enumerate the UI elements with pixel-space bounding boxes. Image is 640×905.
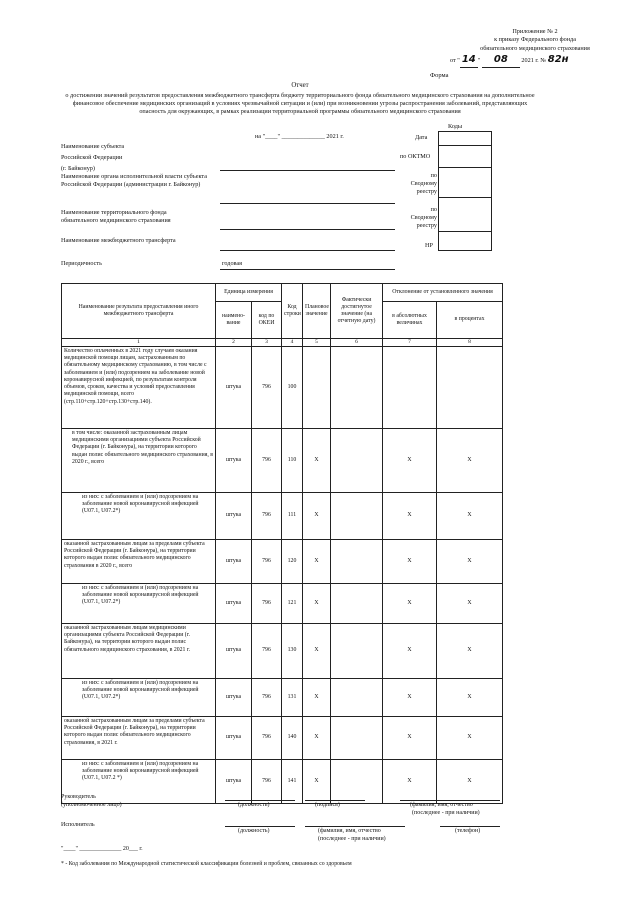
- organ-line[interactable]: [220, 203, 395, 204]
- executor-label: Исполнитель: [61, 822, 95, 828]
- row-plan: X: [303, 540, 331, 584]
- table-row: [62, 347, 503, 429]
- row-fact[interactable]: [331, 584, 383, 624]
- row-plan: X: [303, 624, 331, 679]
- row-plan: X: [303, 679, 331, 717]
- results-table: [61, 283, 503, 804]
- row-code: 131: [282, 679, 303, 717]
- exec-phone-line[interactable]: [440, 826, 500, 827]
- row-fact[interactable]: [331, 760, 383, 804]
- row-deviation-abs: X: [383, 493, 437, 540]
- header-unit-name: наимено-вание: [216, 302, 252, 339]
- fund-name-label: Наименование территориального фонда обязательного медицинского страхования: [61, 209, 171, 224]
- col-num: 5: [303, 339, 331, 347]
- code-date-cell[interactable]: [439, 132, 491, 146]
- appendix-number: 82н: [547, 54, 569, 66]
- appendix-day: 14: [460, 53, 478, 68]
- row-okei: 796: [252, 679, 282, 717]
- row-deviation-pct: X: [437, 624, 503, 679]
- row-unit: штука: [216, 584, 252, 624]
- row-unit: штука: [216, 717, 252, 760]
- periodicity-line: [220, 269, 395, 270]
- col-num: 1: [62, 339, 216, 347]
- col-num: 7: [383, 339, 437, 347]
- report-title: [60, 82, 540, 116]
- row-deviation-abs: X: [383, 429, 437, 493]
- row-unit: штука: [216, 679, 252, 717]
- subject-value-1: Российской Федерации: [61, 154, 123, 161]
- appendix-date: от " 14 " 08 2021 г. № 82н: [440, 53, 630, 68]
- exec-phone-caption: (телефон): [455, 828, 481, 834]
- report-date-line: на "____" ______________ 2021 г.: [255, 133, 344, 140]
- col-num: 4: [282, 339, 303, 347]
- code-np-cell[interactable]: [439, 232, 491, 250]
- exec-position-line[interactable]: [225, 826, 295, 827]
- row-deviation-pct: X: [437, 540, 503, 584]
- row-unit: штука: [216, 624, 252, 679]
- periodicity-value: годовая: [222, 260, 242, 267]
- transfer-line[interactable]: [220, 250, 395, 251]
- row-unit: штука: [216, 760, 252, 804]
- row-plan: [303, 347, 331, 429]
- label-oktmo: по ОКТМО: [400, 153, 431, 160]
- table-row: [62, 429, 503, 493]
- label-np: НР: [425, 242, 433, 249]
- row-unit: штука: [216, 493, 252, 540]
- row-fact[interactable]: [331, 540, 383, 584]
- row-fact[interactable]: [331, 679, 383, 717]
- row-deviation-abs: X: [383, 760, 437, 804]
- row-deviation-abs: X: [383, 679, 437, 717]
- subject-value-2: (г. Байконур): [61, 165, 95, 172]
- row-deviation-abs: X: [383, 624, 437, 679]
- col-num: 6: [331, 339, 383, 347]
- row-deviation-pct: X: [437, 429, 503, 493]
- row-name: из них: с заболеванием и (или) подозрением на заболевание новой коронавирусной инфекцией (U07.1, U07.2 *): [62, 760, 216, 804]
- code-oktmo-cell[interactable]: [439, 146, 491, 168]
- table-row: [62, 493, 503, 540]
- row-okei: 796: [252, 540, 282, 584]
- row-deviation-abs: [383, 347, 437, 429]
- row-fact[interactable]: [331, 624, 383, 679]
- row-deviation-abs: X: [383, 540, 437, 584]
- appendix-line3: обязательного медицинского страхования: [480, 44, 590, 52]
- row-plan: X: [303, 760, 331, 804]
- label-svod2: по Сводному реестру: [410, 206, 437, 229]
- row-deviation-abs: X: [383, 717, 437, 760]
- appendix-line1: Приложение № 2: [512, 28, 558, 35]
- row-deviation-pct: [437, 347, 503, 429]
- table-row: [62, 760, 503, 804]
- row-name: оказанной застрахованным лицам медицинскими организациями субъекта Российской Федерации (г. Байконура), на территории которого выдан полис обязательного медицинского страхования, в 2021 г.: [62, 624, 216, 679]
- subject-name-label: Наименование субъекта: [61, 143, 125, 150]
- head-fio-caption-2: (последнее - при наличии): [412, 810, 480, 816]
- row-fact[interactable]: [331, 717, 383, 760]
- row-unit: штука: [216, 347, 252, 429]
- row-name: оказанной застрахованным лицам за пределами субъекта Российской Федерации (г. Байконура), на территории которого выдан полис обязательного медицинского страхования в 2020 г., всего: [62, 540, 216, 584]
- row-fact[interactable]: [331, 429, 383, 493]
- head-sub-label: (уполномоченное лицо): [61, 802, 122, 808]
- subject-line[interactable]: [220, 170, 395, 171]
- row-code: 140: [282, 717, 303, 760]
- row-plan: X: [303, 429, 331, 493]
- row-name: оказанной застрахованным лицам за пределами субъекта Российской Федерации (г. Байконура), на территории которого выдан полис обязательного медицинского страхования, в 2021 г.: [62, 717, 216, 760]
- row-unit: штука: [216, 429, 252, 493]
- label-svod1: по Сводному реестру: [410, 172, 437, 195]
- row-okei: 796: [252, 429, 282, 493]
- row-okei: 796: [252, 347, 282, 429]
- row-okei: 796: [252, 493, 282, 540]
- row-deviation-pct: X: [437, 760, 503, 804]
- row-code: 121: [282, 584, 303, 624]
- appendix-line2: к приказу Федерального фонда: [494, 36, 576, 44]
- row-plan: X: [303, 493, 331, 540]
- row-deviation-pct: X: [437, 717, 503, 760]
- row-code: 141: [282, 760, 303, 804]
- head-signature-caption: (подпись): [315, 802, 340, 808]
- row-okei: 796: [252, 760, 282, 804]
- header-dev-pct: в процентах: [437, 302, 503, 339]
- row-code: 120: [282, 540, 303, 584]
- table-row: [62, 540, 503, 584]
- row-name: из них: с заболеванием и (или) подозрением на заболевание новой коронавирусной инфекцией (U07.1, U07.2*): [62, 493, 216, 540]
- col-num: 3: [252, 339, 282, 347]
- head-fio-caption: (фамилия, имя, отчество: [410, 802, 473, 808]
- row-deviation-pct: X: [437, 584, 503, 624]
- head-position-line[interactable]: [225, 800, 295, 801]
- codes-label: Коды: [448, 123, 463, 130]
- transfer-name-label: Наименование межбюджетного трансферта: [61, 237, 176, 244]
- header-plan: Плановое значение: [303, 284, 331, 339]
- header-name: Наименование результата предоставления иного межбюджетного трансферта: [62, 284, 216, 339]
- row-okei: 796: [252, 717, 282, 760]
- exec-fio-line[interactable]: [305, 826, 405, 827]
- fund-line[interactable]: [220, 229, 395, 230]
- row-name: в том числе: оказанной застрахованным лицам медицинскими организациями субъекта Российской Федерации (г. Байконура), на территории которого выдан полис обязательного медицинского страхования, в 2020 г., всего: [62, 429, 216, 493]
- footnote: * - Код заболевания по Международной статистической классификации болезней и проблем, связанных со здоровьем: [61, 861, 352, 867]
- table-row: [62, 624, 503, 679]
- row-plan: X: [303, 717, 331, 760]
- periodicity-label: Периодичность: [61, 260, 102, 267]
- row-code: 130: [282, 624, 303, 679]
- exec-fio-caption: (фамилия, имя, отчество: [318, 828, 381, 834]
- code-svod1-cell[interactable]: [439, 168, 491, 198]
- row-deviation-pct: X: [437, 679, 503, 717]
- row-okei: 796: [252, 624, 282, 679]
- row-deviation-abs: X: [383, 584, 437, 624]
- row-code: 100: [282, 347, 303, 429]
- table-row: [62, 717, 503, 760]
- appendix-block: [440, 28, 630, 68]
- exec-fio-caption-2: (последнее - при наличии): [318, 836, 386, 842]
- row-fact[interactable]: [331, 493, 383, 540]
- row-name: Количество оплаченных в 2021 году случаев оказания медицинской помощи лицам, застрахованным по обязательному медицинскому страхованию, в том числе с заболеванием и (или) подозрением на заболевание новой коронавирусной инфекцией, по результатам контроля объемов, сроков, качества и условий предоставления медицинской помощи, всего (стр.110+стр.120+стр.130+стр.140).: [62, 347, 216, 429]
- code-svod2-cell[interactable]: [439, 198, 491, 232]
- head-position-caption: (должность): [238, 802, 270, 808]
- row-code: 111: [282, 493, 303, 540]
- col-num: 2: [216, 339, 252, 347]
- head-fio-line[interactable]: [400, 800, 500, 801]
- header-unit: Единица измерения: [216, 284, 282, 302]
- appendix-month: 08: [482, 53, 520, 68]
- signature-date: "____" ______________ 20___ г.: [61, 846, 143, 852]
- table-row: [62, 679, 503, 717]
- header-deviation: Отклонение от установленного значения: [383, 284, 503, 302]
- forma-label: Форма: [430, 72, 449, 79]
- header-unit-okei: код по ОКЕИ: [252, 302, 282, 339]
- organ-name-label: Наименование органа исполнительной власти субъекта Российской Федерации (администрации г. Байконур): [61, 173, 207, 188]
- exec-position-caption: (должность): [238, 828, 270, 834]
- header-code: Код строки: [282, 284, 303, 339]
- row-plan: X: [303, 584, 331, 624]
- codes-box: [438, 131, 492, 251]
- report-description: о достижении значений результатов предоставления межбюджетного трансферта бюджету территориального фонда обязательного медицинского страхования на дополнительное финансовое обеспечение медицинских организаций в условиях чрезвычайной ситуации и (или) при возникновении угрозы распространения заболеваний, представляющих опасность для окружающих, в рамках реализации территориальной программы обязательного медицинского страхования: [65, 91, 535, 115]
- row-okei: 796: [252, 584, 282, 624]
- header-fact: Фактически достигнутое значение (на отчетную дату): [331, 284, 383, 339]
- label-date: Дата: [415, 134, 428, 141]
- head-signature-line[interactable]: [305, 800, 365, 801]
- row-name: из них: с заболеванием и (или) подозрением на заболевание новой коронавирусной инфекцией (U07.1, U07.2*): [62, 584, 216, 624]
- row-code: 110: [282, 429, 303, 493]
- header-dev-abs: в абсолютных величинах: [383, 302, 437, 339]
- row-deviation-pct: X: [437, 493, 503, 540]
- column-numbers-row: [62, 339, 503, 347]
- col-num: 8: [437, 339, 503, 347]
- table-row: [62, 584, 503, 624]
- row-fact[interactable]: [331, 347, 383, 429]
- row-name: из них: с заболеванием и (или) подозрением на заболевание новой коронавирусной инфекцией (U07.1, U07.2*): [62, 679, 216, 717]
- report-heading: Отчет: [291, 82, 309, 89]
- head-label: Руководитель: [61, 794, 96, 800]
- row-unit: штука: [216, 540, 252, 584]
